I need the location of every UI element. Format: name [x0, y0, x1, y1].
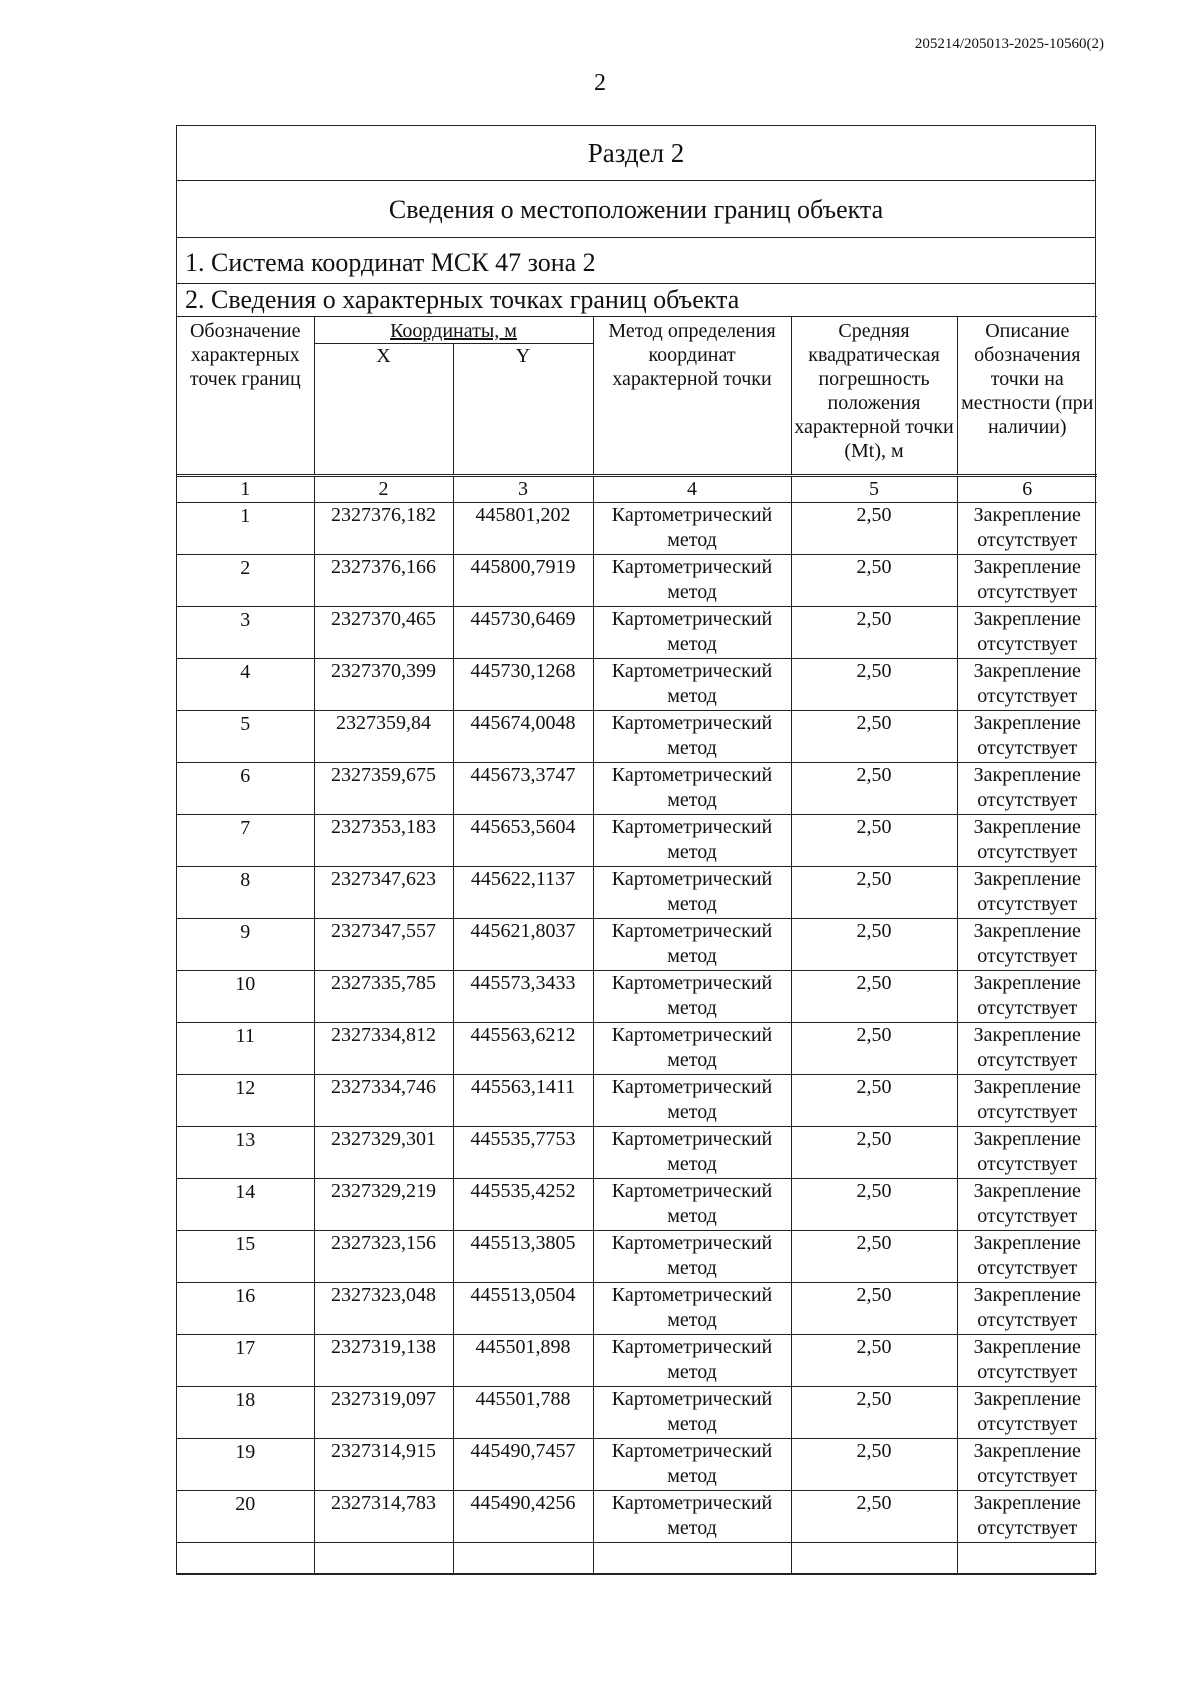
method-cell: Картометрический метод: [593, 763, 791, 815]
description-cell: Закрепление отсутствует: [957, 711, 1097, 763]
coordinate-y: 445673,3747: [453, 763, 593, 815]
coordinate-x: 2327359,675: [314, 763, 453, 815]
description-cell: Закрепление отсутствует: [957, 815, 1097, 867]
table-row: [177, 1179, 1097, 1231]
empty-cell: [177, 1543, 314, 1574]
coordinate-y: 445800,7919: [453, 555, 593, 607]
error-cell: 2,50: [791, 1231, 957, 1283]
coordinate-y: 445621,8037: [453, 919, 593, 971]
method-cell: Картометрический метод: [593, 867, 791, 919]
header-coordinates-label: Координаты, м: [390, 320, 517, 342]
coordinate-x: 2327329,301: [314, 1127, 453, 1179]
table-row: [177, 1439, 1097, 1491]
coordinate-y: 445513,3805: [453, 1231, 593, 1283]
error-cell: 2,50: [791, 1075, 957, 1127]
error-cell: 2,50: [791, 1439, 957, 1491]
point-number: 10: [177, 971, 314, 1023]
empty-cell: [957, 1543, 1097, 1574]
header-description: Описание обозначения точки на местности (при наличии): [957, 317, 1097, 476]
point-number: 9: [177, 919, 314, 971]
point-number: 7: [177, 815, 314, 867]
point-number: 8: [177, 867, 314, 919]
description-cell: Закрепление отсутствует: [957, 1023, 1097, 1075]
coordinate-y: 445535,4252: [453, 1179, 593, 1231]
points-title: 2. Сведения о характерных точках границ объекта: [185, 285, 740, 314]
point-number: 20: [177, 1491, 314, 1543]
method-cell: Картометрический метод: [593, 1439, 791, 1491]
description-cell: Закрепление отсутствует: [957, 555, 1097, 607]
coordinate-y: 445535,7753: [453, 1127, 593, 1179]
coordinate-y: 445653,5604: [453, 815, 593, 867]
coordinate-y: 445674,0048: [453, 711, 593, 763]
description-cell: Закрепление отсутствует: [957, 1231, 1097, 1283]
table-row: [177, 1491, 1097, 1543]
coordinate-y: 445622,1137: [453, 867, 593, 919]
error-cell: 2,50: [791, 1335, 957, 1387]
description-cell: Закрепление отсутствует: [957, 971, 1097, 1023]
method-cell: Картометрический метод: [593, 555, 791, 607]
point-number: 16: [177, 1283, 314, 1335]
table-row: [177, 711, 1097, 763]
table-row: [177, 815, 1097, 867]
error-cell: 2,50: [791, 555, 957, 607]
column-number: 1: [177, 476, 314, 503]
error-cell: 2,50: [791, 1127, 957, 1179]
description-cell: Закрепление отсутствует: [957, 919, 1097, 971]
description-cell: Закрепление отсутствует: [957, 503, 1097, 555]
table-row: [177, 1023, 1097, 1075]
error-cell: 2,50: [791, 659, 957, 711]
document-number: 205214/205013-2025-10560(2): [914, 36, 1104, 52]
method-cell: Картометрический метод: [593, 1283, 791, 1335]
coordinate-x: 2327319,138: [314, 1335, 453, 1387]
error-cell: 2,50: [791, 1283, 957, 1335]
error-cell: 2,50: [791, 1023, 957, 1075]
table-bottom-padding: [177, 1543, 1097, 1574]
header-error: Средняя квадратическая погрешность положения характерной точки (Mt), м: [791, 317, 957, 476]
coordinate-x: 2327334,746: [314, 1075, 453, 1127]
error-cell: 2,50: [791, 1491, 957, 1543]
empty-cell: [593, 1543, 791, 1574]
coordinate-x: 2327376,166: [314, 555, 453, 607]
coordinate-y: 445801,202: [453, 503, 593, 555]
section-frame: [176, 125, 1096, 1575]
table-row: [177, 555, 1097, 607]
coordinate-y: 445513,0504: [453, 1283, 593, 1335]
method-cell: Картометрический метод: [593, 1023, 791, 1075]
point-number: 3: [177, 607, 314, 659]
point-number: 18: [177, 1387, 314, 1439]
error-cell: 2,50: [791, 1387, 957, 1439]
table-row: [177, 867, 1097, 919]
method-cell: Картометрический метод: [593, 503, 791, 555]
error-cell: 2,50: [791, 503, 957, 555]
point-number: 19: [177, 1439, 314, 1491]
coordinate-x: 2327329,219: [314, 1179, 453, 1231]
table-row: [177, 919, 1097, 971]
header-coordinates: [314, 317, 593, 344]
method-cell: Картометрический метод: [593, 1179, 791, 1231]
coordinate-x: 2327376,182: [314, 503, 453, 555]
table-row: [177, 1075, 1097, 1127]
point-number: 11: [177, 1023, 314, 1075]
column-number-row: [177, 476, 1097, 503]
method-cell: Картометрический метод: [593, 815, 791, 867]
method-cell: Картометрический метод: [593, 711, 791, 763]
method-cell: Картометрический метод: [593, 1387, 791, 1439]
empty-cell: [314, 1543, 453, 1574]
coordinate-y: 445573,3433: [453, 971, 593, 1023]
description-cell: Закрепление отсутствует: [957, 659, 1097, 711]
table-row: [177, 1283, 1097, 1335]
page-number: 2: [594, 70, 606, 96]
description-cell: Закрепление отсутствует: [957, 1075, 1097, 1127]
coordinate-y: 445730,6469: [453, 607, 593, 659]
table-row: [177, 1231, 1097, 1283]
table-row: [177, 659, 1097, 711]
coordinate-x: 2327359,84: [314, 711, 453, 763]
point-number: 14: [177, 1179, 314, 1231]
description-cell: Закрепление отсутствует: [957, 1127, 1097, 1179]
coordinate-x: 2327353,183: [314, 815, 453, 867]
coordinate-y: 445501,788: [453, 1387, 593, 1439]
coordinate-system: 1. Система координат МСК 47 зона 2: [177, 238, 1095, 284]
header-method: Метод определения координат характерной точки: [593, 317, 791, 476]
column-number: 6: [957, 476, 1097, 503]
table-row: [177, 503, 1097, 555]
table-row: [177, 763, 1097, 815]
coordinate-y: 445563,6212: [453, 1023, 593, 1075]
point-number: 6: [177, 763, 314, 815]
section-subtitle: Сведения о местоположении границ объекта: [177, 181, 1095, 238]
description-cell: Закрепление отсутствует: [957, 867, 1097, 919]
coordinate-x: 2327335,785: [314, 971, 453, 1023]
boundary-points-table: [177, 316, 1097, 1574]
coordinate-y: 445490,4256: [453, 1491, 593, 1543]
method-cell: Картометрический метод: [593, 659, 791, 711]
point-number: 12: [177, 1075, 314, 1127]
error-cell: 2,50: [791, 971, 957, 1023]
table-row: [177, 1335, 1097, 1387]
coordinate-x: 2327314,915: [314, 1439, 453, 1491]
header-y: Y: [453, 344, 593, 476]
description-cell: Закрепление отсутствует: [957, 607, 1097, 659]
empty-cell: [453, 1543, 593, 1574]
table-row: [177, 971, 1097, 1023]
description-cell: Закрепление отсутствует: [957, 1335, 1097, 1387]
point-number: 2: [177, 555, 314, 607]
coordinate-y: 445501,898: [453, 1335, 593, 1387]
point-number: 4: [177, 659, 314, 711]
coordinate-x: 2327319,097: [314, 1387, 453, 1439]
header-row: [177, 317, 1097, 344]
coordinate-x: 2327370,399: [314, 659, 453, 711]
method-cell: Картометрический метод: [593, 1335, 791, 1387]
description-cell: Закрепление отсутствует: [957, 1491, 1097, 1543]
description-cell: Закрепление отсутствует: [957, 763, 1097, 815]
header-x: X: [314, 344, 453, 476]
table-row: [177, 1127, 1097, 1179]
description-cell: Закрепление отсутствует: [957, 1179, 1097, 1231]
empty-cell: [791, 1543, 957, 1574]
error-cell: 2,50: [791, 815, 957, 867]
coordinate-x: 2327334,812: [314, 1023, 453, 1075]
method-cell: Картометрический метод: [593, 1231, 791, 1283]
point-number: 15: [177, 1231, 314, 1283]
coordinate-x: 2327323,156: [314, 1231, 453, 1283]
coordinate-y: 445730,1268: [453, 659, 593, 711]
coordinate-x: 2327370,465: [314, 607, 453, 659]
coordinate-x: 2327347,557: [314, 919, 453, 971]
error-cell: 2,50: [791, 763, 957, 815]
column-number: 5: [791, 476, 957, 503]
error-cell: 2,50: [791, 607, 957, 659]
coordinate-y: 445563,1411: [453, 1075, 593, 1127]
coordinate-x: 2327323,048: [314, 1283, 453, 1335]
section-title: Раздел 2: [177, 126, 1095, 181]
point-number: 1: [177, 503, 314, 555]
header-designation: Обозначение характерных точек границ: [177, 317, 314, 476]
method-cell: Картометрический метод: [593, 1075, 791, 1127]
point-number: 5: [177, 711, 314, 763]
method-cell: Картометрический метод: [593, 919, 791, 971]
description-cell: Закрепление отсутствует: [957, 1387, 1097, 1439]
error-cell: 2,50: [791, 711, 957, 763]
error-cell: 2,50: [791, 1179, 957, 1231]
method-cell: Картометрический метод: [593, 1491, 791, 1543]
coordinate-x: 2327314,783: [314, 1491, 453, 1543]
point-number: 13: [177, 1127, 314, 1179]
description-cell: Закрепление отсутствует: [957, 1439, 1097, 1491]
coordinate-x: 2327347,623: [314, 867, 453, 919]
column-number: 4: [593, 476, 791, 503]
method-cell: Картометрический метод: [593, 971, 791, 1023]
description-cell: Закрепление отсутствует: [957, 1283, 1097, 1335]
column-number: 3: [453, 476, 593, 503]
method-cell: Картометрический метод: [593, 1127, 791, 1179]
table-row: [177, 1387, 1097, 1439]
error-cell: 2,50: [791, 867, 957, 919]
coordinate-y: 445490,7457: [453, 1439, 593, 1491]
table-row: [177, 607, 1097, 659]
point-number: 17: [177, 1335, 314, 1387]
error-cell: 2,50: [791, 919, 957, 971]
method-cell: Картометрический метод: [593, 607, 791, 659]
column-number: 2: [314, 476, 453, 503]
